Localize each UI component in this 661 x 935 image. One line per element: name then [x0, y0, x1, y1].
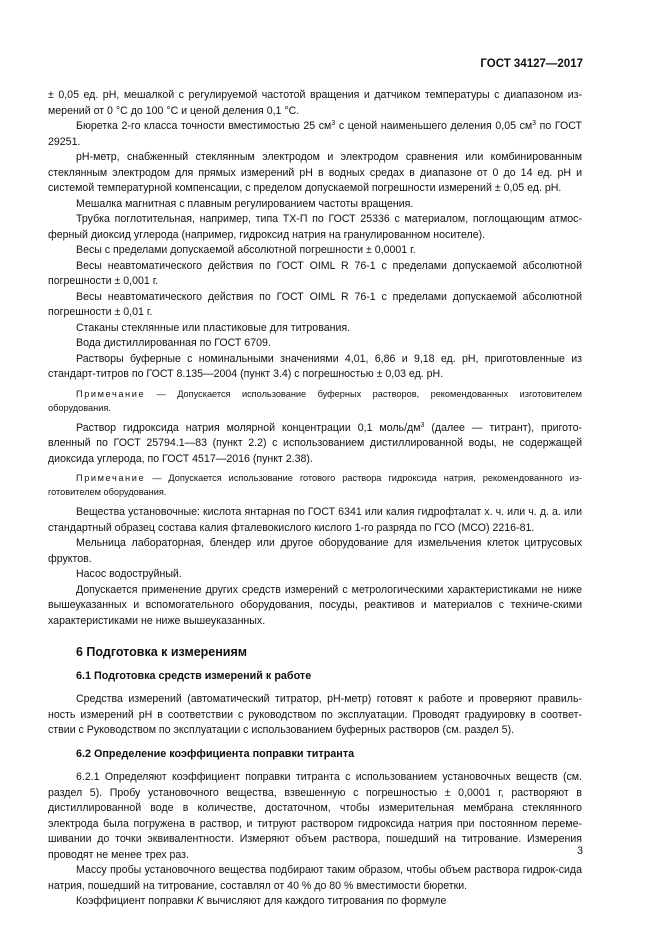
paragraph: Весы с пределами допускаемой абсолютной погрешности ± 0,0001 г. — [76, 244, 416, 256]
note: Примечание — Допускается использование готового раствора гидроксида натрия, рекомендованного из-готовителем оборудования. — [48, 473, 582, 497]
page-number: 3 — [577, 845, 583, 857]
section-heading: 6 Подготовка к измерениям — [76, 645, 248, 659]
paragraph: 6.2.1 Определяют коэффициент поправки титранта с использованием установочных веществ (см. раздел 5). Пробу установочного вещества, взвешенную с погрешностью ± 0,0001 г, растворяют в дистиллированной воде в количестве, достаточном, чтобы измерительная мембрана стеклянного электрода была погружена в раствор, и титруют раствором гидроксида натрия при постоянном переме-шивании до точки эквивалентности. Измеряют объем раствора, пошедший на титрование. Измерения проводят не менее трех раз. — [48, 771, 582, 861]
note: Примечание — Допускается использование буферных растворов, рекомендованных изготовителем оборудования. — [48, 388, 582, 413]
paragraph: Допускается применение других средств измерений с метрологическими характеристиками не ниже вышеуказанных и вспомогательного оборудования, посуды, реактивов и материалов с техниче-скими характеристиками не ниже вышеуказанных. — [48, 583, 582, 627]
paragraph: Средства измерений (автоматический титратор, рН-метр) готовят к работе и проверяют правиль-ность измерений рН в соответствии с руководством по эксплуатации. Проводят градуировку в соответ-ствии с Руководством по эксплуатации с использованием буферных растворов (см. раздел 5). — [48, 693, 582, 736]
subsection-heading: 6.2 Определение коэффициента поправки титранта — [76, 747, 355, 760]
paragraph: Раствор гидроксида натрия молярной концентрации 0,1 моль/$дм^3$ (далее — титрант), пригото-вленный по ГОСТ 25794.1—83 (пункт 2.2) с использованием дистиллированной воды, не содержащей диоксида углерода, по ГОСТ 4517—2016 (пункт 2.38). — [48, 421, 582, 465]
paragraph: Вещества установочные: кислота янтарная по ГОСТ 6341 или калия гидрофталат х. ч. или ч. д. а. или стандартный образец состава калия фталевокислого кислого 1-го разряда по ГСО (МСО) 2216-81. — [48, 506, 582, 534]
paragraph: Трубка поглотительная, например, типа ТХ-П по ГОСТ 25336 с материалом, поглощающим атмос-ферный диоксид углерода (например, гидроксид натрия на гранулированном носителе). — [48, 213, 582, 241]
note-label: Примечание — [76, 388, 146, 399]
paragraph: Весы неавтоматического действия по ГОСТ OIML R 76-1 с пределами допускаемой абсолютной погрешности ± 0,001 г. — [48, 259, 582, 287]
paragraph: Весы неавтоматического действия по ГОСТ OIML R 76-1 с пределами допускаемой абсолютной погрешности ± 0,01 г. — [48, 290, 582, 318]
paragraph: рН-метр, снабженный стеклянным электродом и электродом сравнения или комбинированным стеклянным электродом для прямых измерений рН в водных средах в диапазоне от 0 до 14 ед. рН и системой температурной компенсации, с пределом допускаемой погрешности измерений ± 0,05 ед. рН. — [48, 151, 582, 194]
document-header: ГОСТ 34127—2017 — [480, 58, 583, 70]
paragraph: Массу пробы установочного вещества подбирают таким образом, чтобы объем раствора гидрок-сида натрия, пошедший на титрование, составлял от 40 % до 80 % вместимости бюретки. — [48, 864, 582, 892]
paragraph: Растворы буферные с номинальными значениями 4,01, 6,86 и 9,18 ед. рН, приготовленные из стандарт-титров по ГОСТ 8.135—2004 (пункт 3.4) с погрешностью ± 0,03 ед. рН. — [48, 352, 582, 380]
paragraph: Вода дистиллированная по ГОСТ 6709. — [76, 337, 271, 349]
paragraph: Бюретка 2-го класса точности вместимостью 25 $см^3$ с ценой наименьшего деления 0,05 $см^3$ по ГОСТ 29251. — [48, 120, 583, 148]
subsection-heading: 6.1 Подготовка средств измерений к работе — [76, 669, 312, 682]
paragraph: Коэффициент поправки K вычисляют для каждого титрования по формуле — [76, 895, 447, 907]
paragraph: Насос водоструйный. — [76, 568, 182, 580]
note-label: Примечание — [76, 473, 146, 483]
paragraph: Стаканы стеклянные или пластиковые для титрования. — [76, 321, 351, 334]
paragraph: Мешалка магнитная с плавным регулированием частоты вращения. — [76, 197, 414, 210]
document-body — [48, 88, 582, 910]
paragraph: ± 0,05 ед. рН, мешалкой с регулируемой частотой вращения и датчиком температуры с диапазоном из-мерений от 0 °С до 100 °С и ценой деления 0,1 °С. — [48, 89, 582, 117]
paragraph: Мельница лабораторная, блендер или другое оборудование для измельчения клеток цитрусовых фруктов. — [48, 537, 582, 565]
